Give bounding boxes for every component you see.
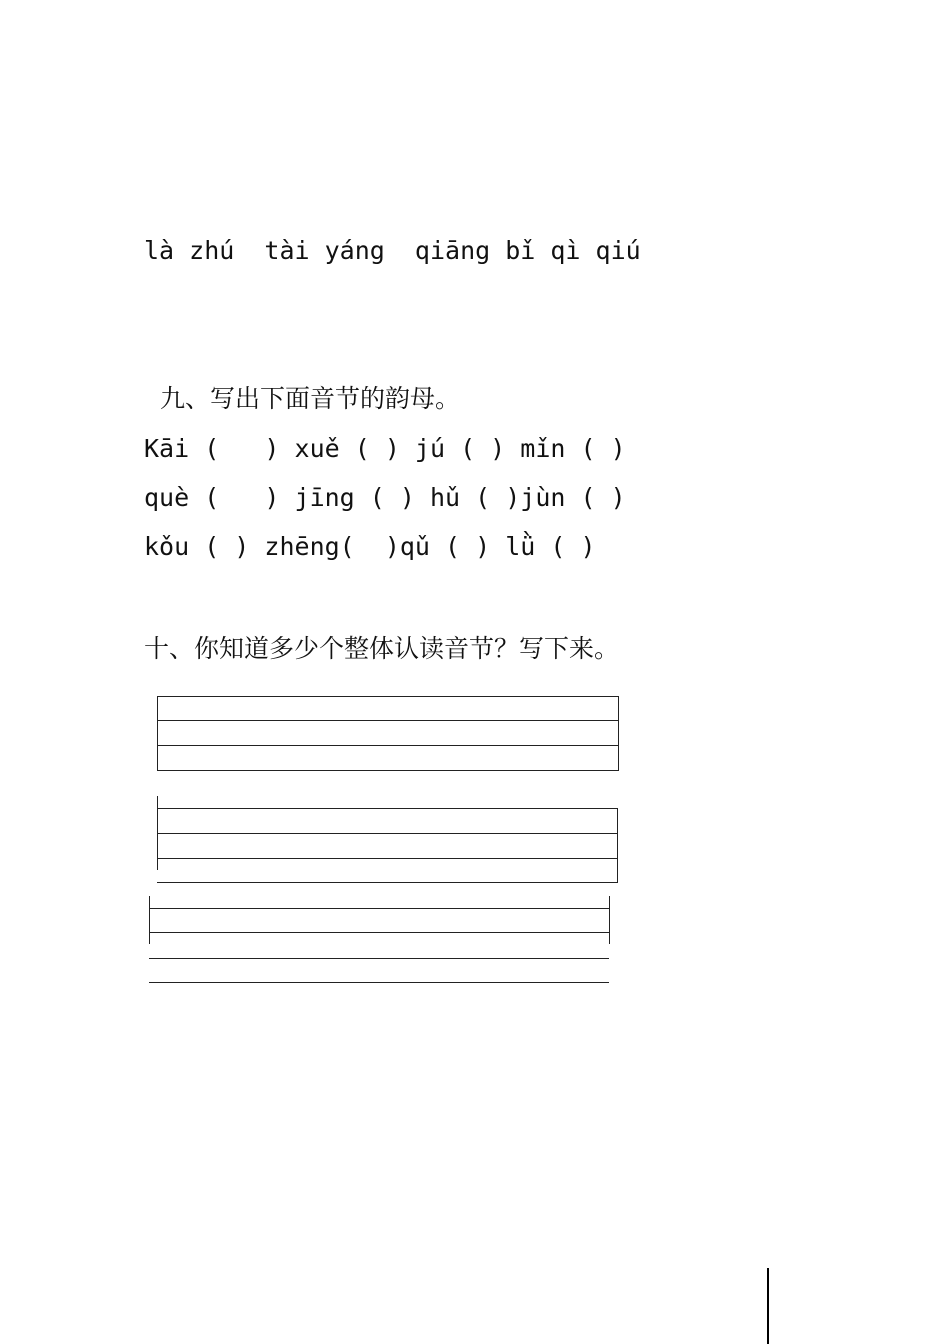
grid-line xyxy=(157,858,617,859)
grid-line xyxy=(158,745,618,746)
grid-line xyxy=(150,932,609,933)
writing-grid-1[interactable] xyxy=(157,696,619,771)
grid-line xyxy=(158,720,618,721)
section-9-row-2: què ( ) jīng ( ) hǔ ( )jùn ( ) xyxy=(144,483,626,512)
section-9-title: 九、写出下面音节的韵母。 xyxy=(160,384,461,413)
section-10-title: 十、你知道多少个整体认读音节？写下来。 xyxy=(144,634,620,663)
pinyin-row: là zhú tài yáng qiāng bǐ qì qiú xyxy=(144,236,641,265)
writing-line[interactable] xyxy=(149,982,609,983)
writing-grid-3[interactable] xyxy=(149,896,610,944)
grid-line xyxy=(157,833,617,834)
grid-line xyxy=(157,882,617,883)
grid-line xyxy=(157,808,617,809)
page-edge-line xyxy=(767,1268,769,1344)
grid-line xyxy=(158,696,618,697)
grid-line xyxy=(158,770,618,771)
section-9-row-1: Kāi ( ) xuě ( ) jú ( ) mǐn ( ) xyxy=(144,434,626,463)
writing-line[interactable] xyxy=(149,958,609,959)
grid-line xyxy=(150,908,609,909)
writing-grid-2-body[interactable] xyxy=(157,808,618,883)
section-9-row-3: kǒu ( ) zhēng( )qǔ ( ) lǜ ( ) xyxy=(144,532,596,561)
